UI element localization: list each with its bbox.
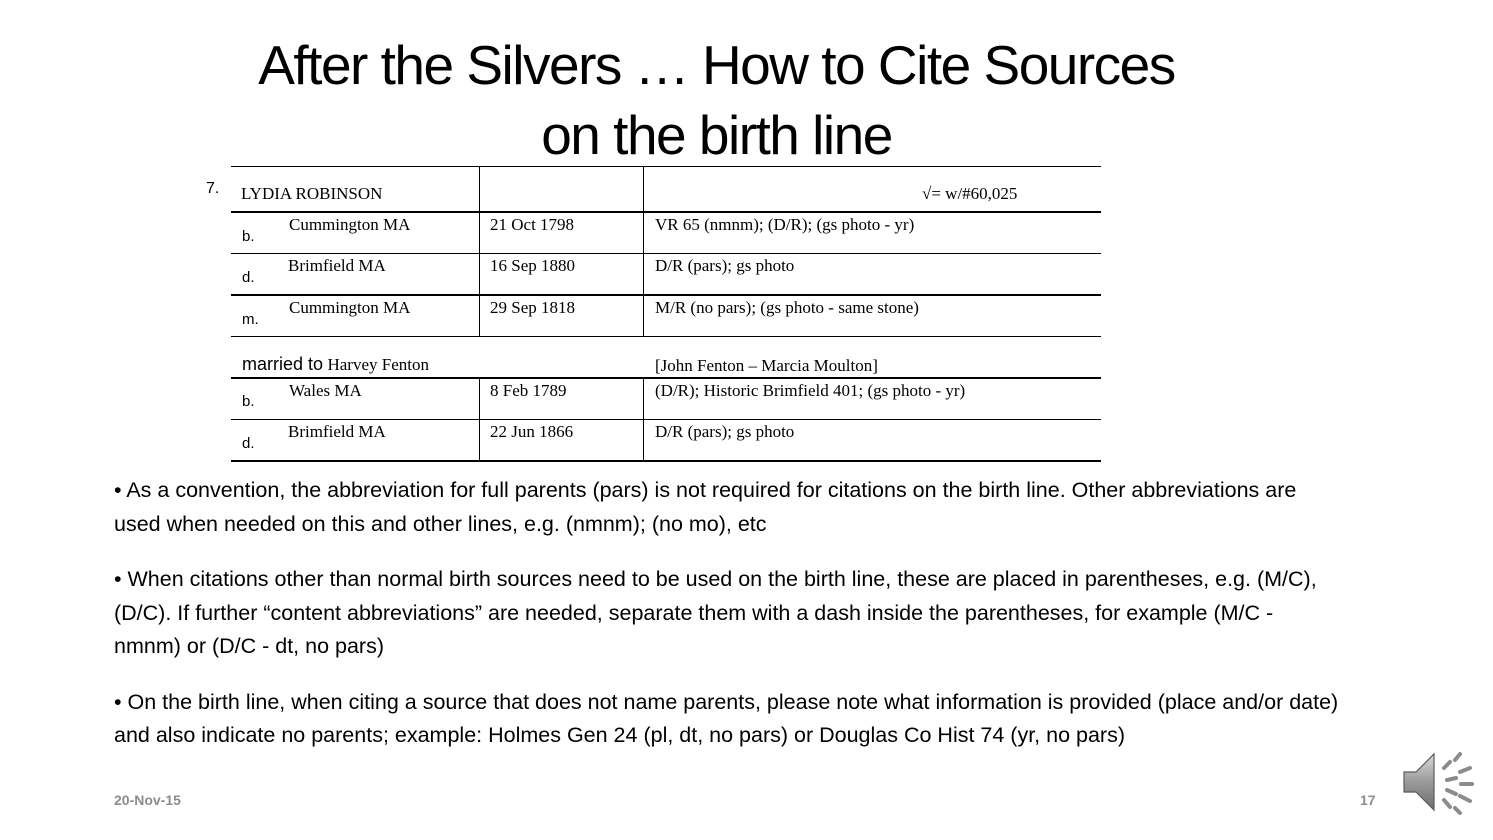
row-place: Cummington MA bbox=[289, 215, 411, 234]
row-source: D/R (pars); gs photo bbox=[655, 256, 795, 275]
bullet-text: When citations other than normal birth sources need to be used on the birth line, these are placed in parentheses, e.g. (M/C), (D/C). If further “content abbreviations” are needed, separate them with a dash inside the parentheses, for example (M/C - nmnm) or (D/C - dt, no pars) bbox=[114, 567, 1317, 658]
row-date: 16 Sep 1880 bbox=[490, 256, 575, 275]
title-line-2: on the birth line bbox=[541, 104, 892, 166]
page-number: 17 bbox=[1360, 792, 1376, 808]
table-line bbox=[231, 211, 1101, 213]
spouse-name: Harvey Fenton bbox=[327, 355, 429, 374]
table-line bbox=[643, 166, 644, 336]
spouse-line bbox=[242, 354, 429, 375]
table-line bbox=[479, 166, 480, 336]
row-code: b. bbox=[242, 393, 255, 410]
title-line-1: After the Silvers … How to Cite Sources bbox=[258, 34, 1175, 96]
bullet-text: As a convention, the abbreviation for full parents (pars) is not required for citations on the birth line. Other abbreviations are used when needed on this and other lines, e.g. (nmnm); (no mo), etc bbox=[114, 478, 1297, 536]
row-place: Cummington MA bbox=[289, 298, 411, 317]
spouse-prefix: married to bbox=[242, 354, 324, 374]
table-line bbox=[231, 253, 1101, 254]
record-name: LYDIA ROBINSON bbox=[241, 184, 383, 203]
row-source: (D/R); Historic Brimfield 401; (gs photo - yr) bbox=[655, 381, 966, 400]
row-place: Wales MA bbox=[289, 381, 362, 400]
bullet-item: • On the birth line, when citing a source that does not name parents, please note what information is provided (place and/or date) and also indicate no parents; example: Holmes Gen 24 (pl, dt, no pars) or Douglas Co Hist 74 (yr, no pars) bbox=[114, 689, 1339, 747]
table-line bbox=[231, 419, 1101, 420]
bullet-list bbox=[114, 474, 1344, 775]
row-date: 8 Feb 1789 bbox=[490, 381, 567, 400]
table-line bbox=[231, 336, 1101, 337]
row-code: d. bbox=[242, 269, 255, 286]
row-code: b. bbox=[242, 228, 255, 245]
row-code: m. bbox=[242, 311, 259, 328]
row-source: M/R (no pars); (gs photo - same stone) bbox=[655, 298, 919, 317]
row-code: d. bbox=[242, 435, 255, 452]
slide-title bbox=[0, 30, 1433, 170]
row-source: D/R (pars); gs photo bbox=[655, 422, 795, 441]
row-place: Brimfield MA bbox=[288, 422, 386, 441]
bullet-item: • When citations other than normal birth sources need to be used on the birth line, these are placed in parentheses, e.g. (M/C), (D/C). If further “content abbreviations” are needed, separate them with a dash inside the parentheses, for example (M/C - nmnm) or (D/C - dt, no pars) bbox=[114, 567, 1317, 658]
row-source: VR 65 (nmnm); (D/R); (gs photo - yr) bbox=[655, 215, 915, 234]
table-line bbox=[479, 378, 480, 462]
table-line bbox=[231, 377, 1101, 379]
row-place: Brimfield MA bbox=[288, 256, 386, 275]
row-date: 21 Oct 1798 bbox=[490, 215, 575, 234]
row-date: 22 Jun 1866 bbox=[490, 422, 574, 441]
table-line bbox=[231, 294, 1101, 296]
spouse-parents: [John Fenton – Marcia Moulton] bbox=[655, 356, 878, 375]
table-line bbox=[643, 378, 644, 462]
table-line bbox=[231, 460, 1101, 462]
record-check: √= w/#60,025 bbox=[922, 184, 1018, 203]
row-date: 29 Sep 1818 bbox=[490, 298, 575, 317]
bullet-item: • As a convention, the abbreviation for full parents (pars) is not required for citations on the birth line. Other abbreviations are used when needed on this and other lines, e.g. (nmnm); (no mo), etc bbox=[114, 478, 1297, 536]
speaker-icon[interactable] bbox=[1400, 746, 1475, 816]
record-number: 7. bbox=[206, 180, 220, 197]
footer-date: 20-Nov-15 bbox=[114, 792, 181, 808]
bullet-text: On the birth line, when citing a source that does not name parents, please note what information is provided (place and/or date) and also indicate no parents; example: Holmes Gen 24 (pl, dt, no pars) or Douglas Co Hist 74 (yr, no pars) bbox=[114, 689, 1339, 747]
